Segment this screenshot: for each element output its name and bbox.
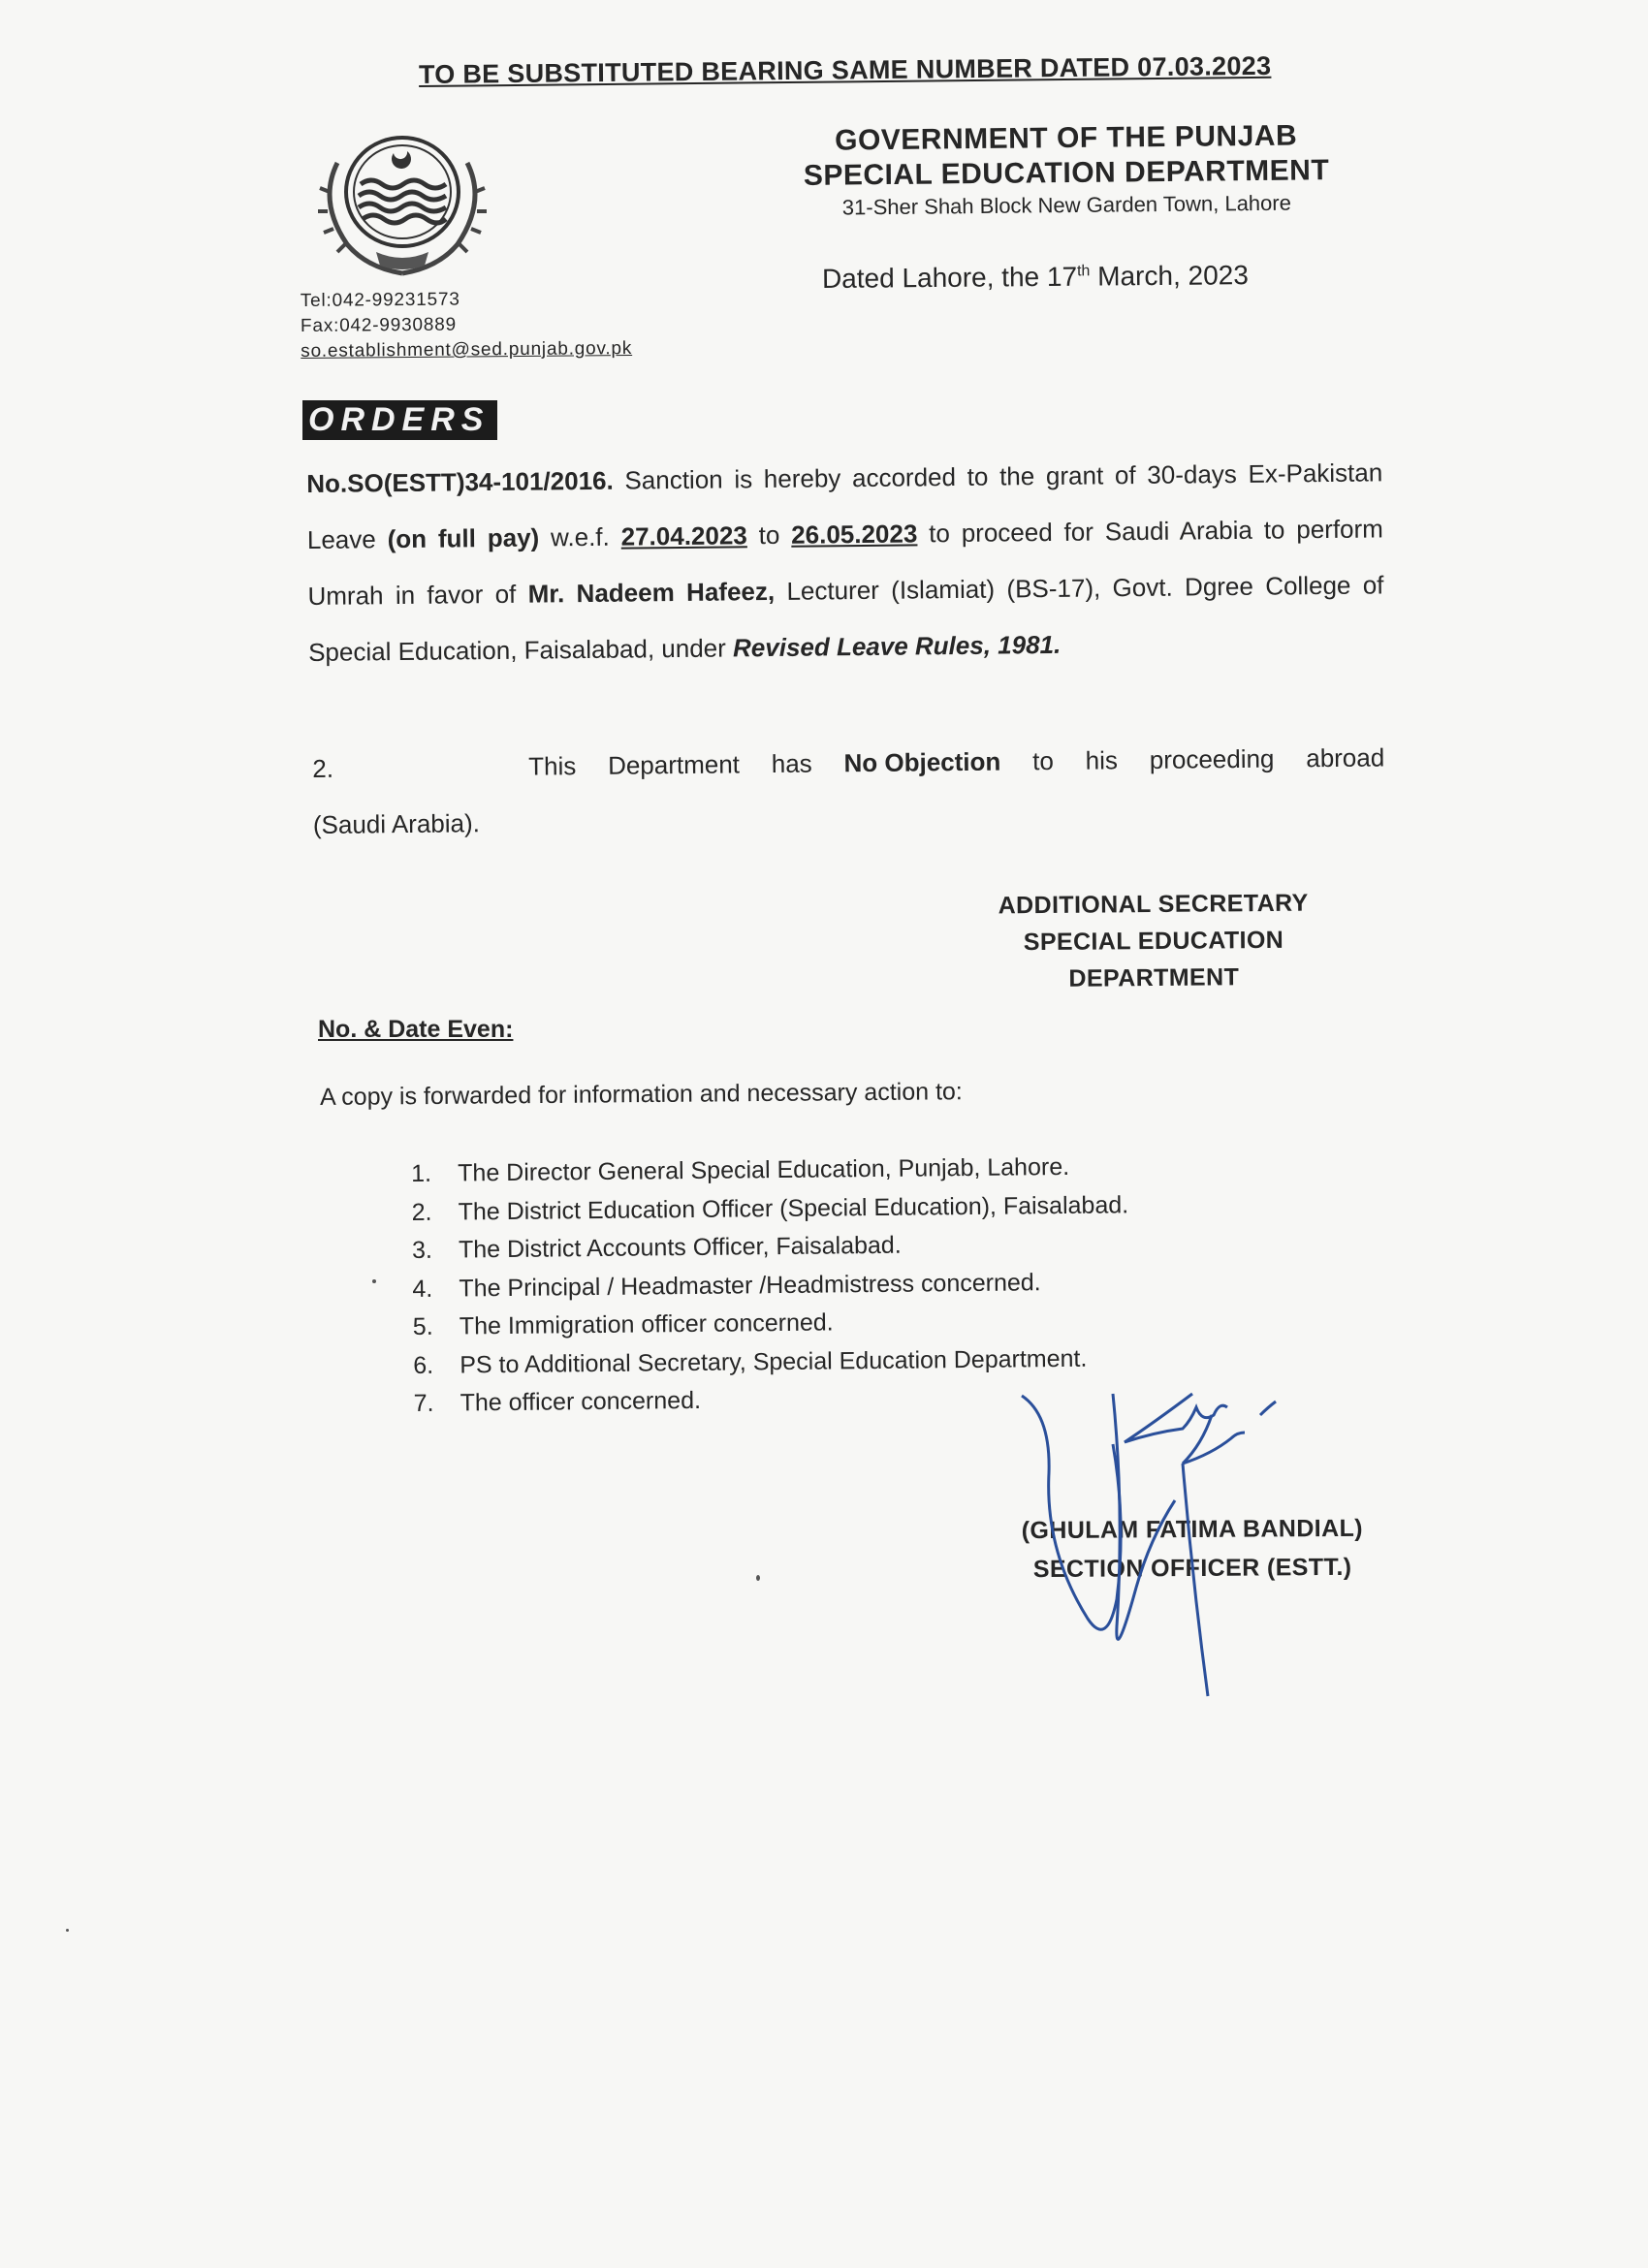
- additional-secretary-signature-block: ADDITIONAL SECRETARY SPECIAL EDUCATION DEPARTMENT: [998, 889, 1309, 992]
- forwarding-text: A copy is forwarded for information and necessary action to:: [319, 1078, 963, 1111]
- email-link[interactable]: so.establishment@sed.punjab.gov.pk: [301, 338, 633, 362]
- paper-speck: [66, 1929, 69, 1932]
- handwritten-signature: [1008, 1376, 1299, 1706]
- letterhead: [794, 118, 1338, 223]
- paragraph-number: 2.: [312, 753, 334, 783]
- employee-name: Mr. Nadeem Hafeez,: [527, 576, 776, 609]
- paper-speck: [372, 1279, 376, 1283]
- contact-details: [301, 286, 633, 364]
- list-item: 4. The Principal / Headmaster /Headmistress concerned.: [412, 1268, 1041, 1303]
- leave-start-date: 27.04.2023: [620, 520, 747, 551]
- officer-name: (GHULAM FATIMA BANDIAL): [1021, 1514, 1364, 1545]
- leave-rules: Revised Leave Rules, 1981.: [732, 629, 1062, 663]
- substitution-notice: TO BE SUBSTITUTED BEARING SAME NUMBER DATED 07.03.2023: [418, 50, 1272, 89]
- list-item: 1. The Director General Special Education, Punjab, Lahore.: [411, 1152, 1070, 1187]
- list-item: 6. PS to Additional Secretary, Special Education Department.: [413, 1344, 1088, 1379]
- list-item: 7. The officer concerned.: [413, 1386, 702, 1417]
- order-number: No.SO(ESTT)34-101/2016.: [306, 465, 614, 498]
- list-item: 3. The District Accounts Officer, Faisalabad.: [411, 1231, 902, 1264]
- officer-designation: SECTION OFFICER (ESTT.): [1032, 1553, 1352, 1584]
- full-pay: (on full pay): [387, 522, 540, 554]
- department-address: 31-Sher Shah Block New Garden Town, Lahore: [841, 190, 1292, 220]
- list-item: 5. The Immigration officer concerned.: [412, 1308, 834, 1340]
- paper-speck: [756, 1575, 760, 1581]
- list-item: 2. The District Education Officer (Special Education), Faisalabad.: [411, 1190, 1129, 1226]
- orders-heading: ORDERS: [302, 400, 497, 440]
- fax: Fax:042-9930889: [300, 314, 458, 336]
- leave-end-date: 26.05.2023: [791, 519, 918, 550]
- punjab-government-emblem: [308, 124, 496, 279]
- order-date: Dated Lahore, the 17th March, 2023: [821, 260, 1249, 294]
- order-paragraph: No.SO(ESTT)34-101/2016. Sanction is hereby accorded to the grant of 30-days Ex-Pakistan Leave (on full pay) w.e.f. 27.04.2023 to 26.05.2023 to proceed for Saudi Arabia to perform Umrah in favor of Mr. Nadeem Hafeez, Lecturer (Islamiat) (BS-17), Govt. Dgree College of Special Education, Faisalabad, under Revised Leave Rules, 1981.: [306, 457, 1384, 667]
- no-objection-text: No Objection: [843, 746, 1001, 778]
- telephone: Tel:042-99231573: [300, 289, 460, 312]
- no-date-even: No. & Date Even:: [318, 1016, 514, 1043]
- department-name: SPECIAL EDUCATION DEPARTMENT: [803, 154, 1330, 192]
- no-objection-paragraph: 2. This Department has No Objection to his proceeding abroad (Saudi Arabia).: [312, 729, 1385, 853]
- government-name: GOVERNMENT OF THE PUNJAB: [834, 119, 1298, 157]
